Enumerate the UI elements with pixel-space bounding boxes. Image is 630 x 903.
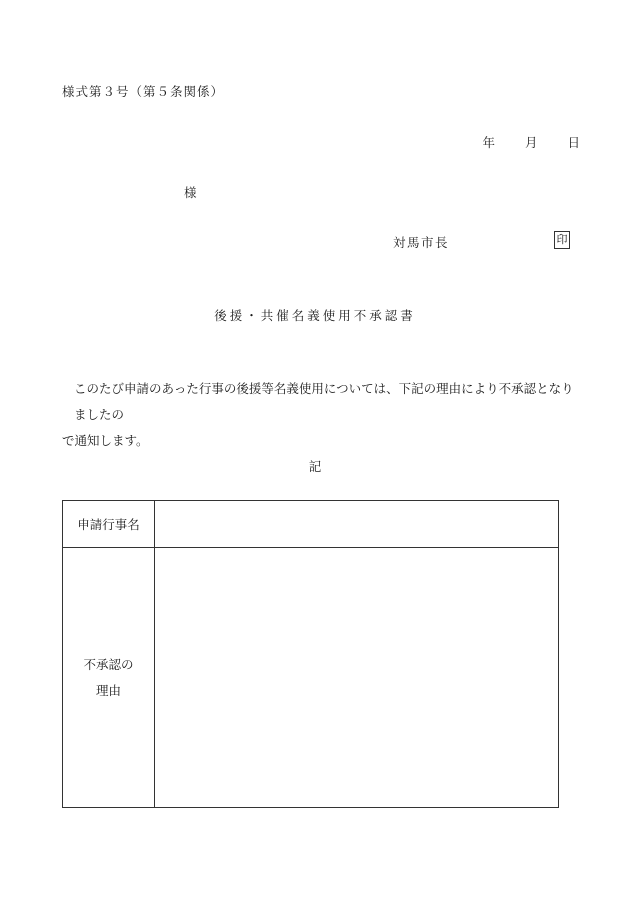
- date-month-label: 月: [524, 135, 538, 150]
- date-year-label: 年: [482, 135, 495, 150]
- issuer-name: 対馬市長: [393, 235, 450, 250]
- event-name-label: 申請行事名: [63, 501, 155, 548]
- seal-mark: 印: [554, 231, 570, 249]
- table-row-event-name: [63, 501, 559, 548]
- addressee-suffix: 様: [184, 185, 197, 200]
- body-paragraph: [62, 376, 584, 454]
- reason-label-line-2: 理由: [95, 682, 121, 698]
- document-title: 後援・共催名義使用不承認書: [214, 308, 416, 323]
- event-name-field[interactable]: [155, 501, 559, 548]
- ki-heading: 記: [308, 459, 322, 474]
- date-line: [482, 133, 580, 151]
- form-table: [62, 500, 559, 808]
- reason-label: [63, 548, 155, 808]
- form-number: 様式第３号（第５条関係）: [62, 84, 225, 99]
- reason-label-line-1: 不承認の: [83, 656, 134, 672]
- table-row-reason: [63, 548, 559, 808]
- date-day-label: 日: [567, 135, 580, 150]
- body-line-2: で通知します。: [62, 433, 149, 448]
- body-line-1: このたび申請のあった行事の後援等名義使用については、下記の理由により不承認となりましたの: [74, 381, 574, 422]
- reason-field[interactable]: [155, 548, 559, 808]
- issuer: [393, 233, 449, 251]
